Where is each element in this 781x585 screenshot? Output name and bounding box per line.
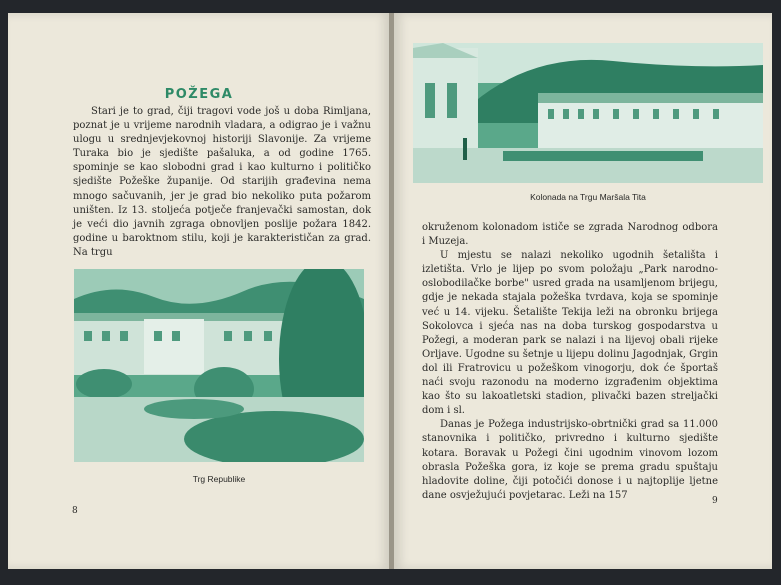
paragraph: Danas je Požega industrijsko-obrtnički grad sa 11.000 stanovnika i političko, privredno i kulturno sjedište kotara. Boravak u Požegi čini ugodnim vinovom lozom obrasla Požeška gora, iz koje se prema gradu spuštaju hladovite doline, čiji potočići donose i u najtoplije ljetne dane osvježujući povjetarac. Leži na 157 <box>422 419 718 501</box>
page-title: POŽEGA <box>164 87 234 102</box>
left-page <box>8 13 390 569</box>
paragraph: okruženom kolonadom ističe se zgrada Narodnog odbora i Muzeja. <box>422 222 718 248</box>
left-body-text <box>73 105 371 260</box>
photo-caption-right: Kolonada na Trgu Maršala Tita <box>530 192 646 202</box>
paragraph: U mjestu se nalazi nekoliko ugodnih šetališta i izletišta. Vrlo je lijep po svom položaju „Park narodno-oslobodilačke borbe" usred grada na usamljenom brijegu, gdje je nekada stajala požeška tvrdava, koja se spominje već u 14. vijeku. Šetalište Tekija leži na obronku brijega Sokolovca i sjeća nas na doba turskog gospodarstva u Požegi, a moderan park se nalazi i na lijevoj obali rijeke Orljave. Ugodne su šetnje u lijepu dolinu Jagodnjak, Grgin dol ili Fratrovicu u požeškom vinogorju, dok će športaš naći svoju razonodu na moderno izgrađenim objektima kao što su lakoatletski stadion, plivački bazen streljački dom i sl. <box>422 250 718 417</box>
photo-caption-left: Trg Republike <box>192 474 246 484</box>
page-number-left: 8 <box>72 506 78 516</box>
book-spread <box>8 13 772 569</box>
right-page <box>394 13 772 569</box>
right-body-text <box>422 221 718 503</box>
photo-trg-republike <box>74 269 364 462</box>
page-number-right: 9 <box>712 496 718 506</box>
photo-illustration <box>413 43 763 183</box>
paragraph: Stari je to grad, čiji tragovi vode još u doba Rimljana, poznat je u vrijeme narodnih vladara, a odigrao je i važnu ulogu u srednjevjekovnoj historiji Slavonije. Za vrijeme Turaka bio je sjedište pašaluka, a od godine 1765. spominje se kao slobodni grad i kao kulturno i političko sjedište Požeške županije. Od starijih građevina nema mnogo sačuvanih, jer je grad bio nekoliko puta požarom uništen. Iz 13. stoljeća potječe franjevački samostan, dok je veći dio javnih zgraga obnovljen poslije požara 1842. godine u baroktnom stilu, koji je karakterističan za grad. Na trgu <box>73 106 371 258</box>
photo-illustration <box>74 269 364 462</box>
photo-kolonada <box>413 43 763 183</box>
